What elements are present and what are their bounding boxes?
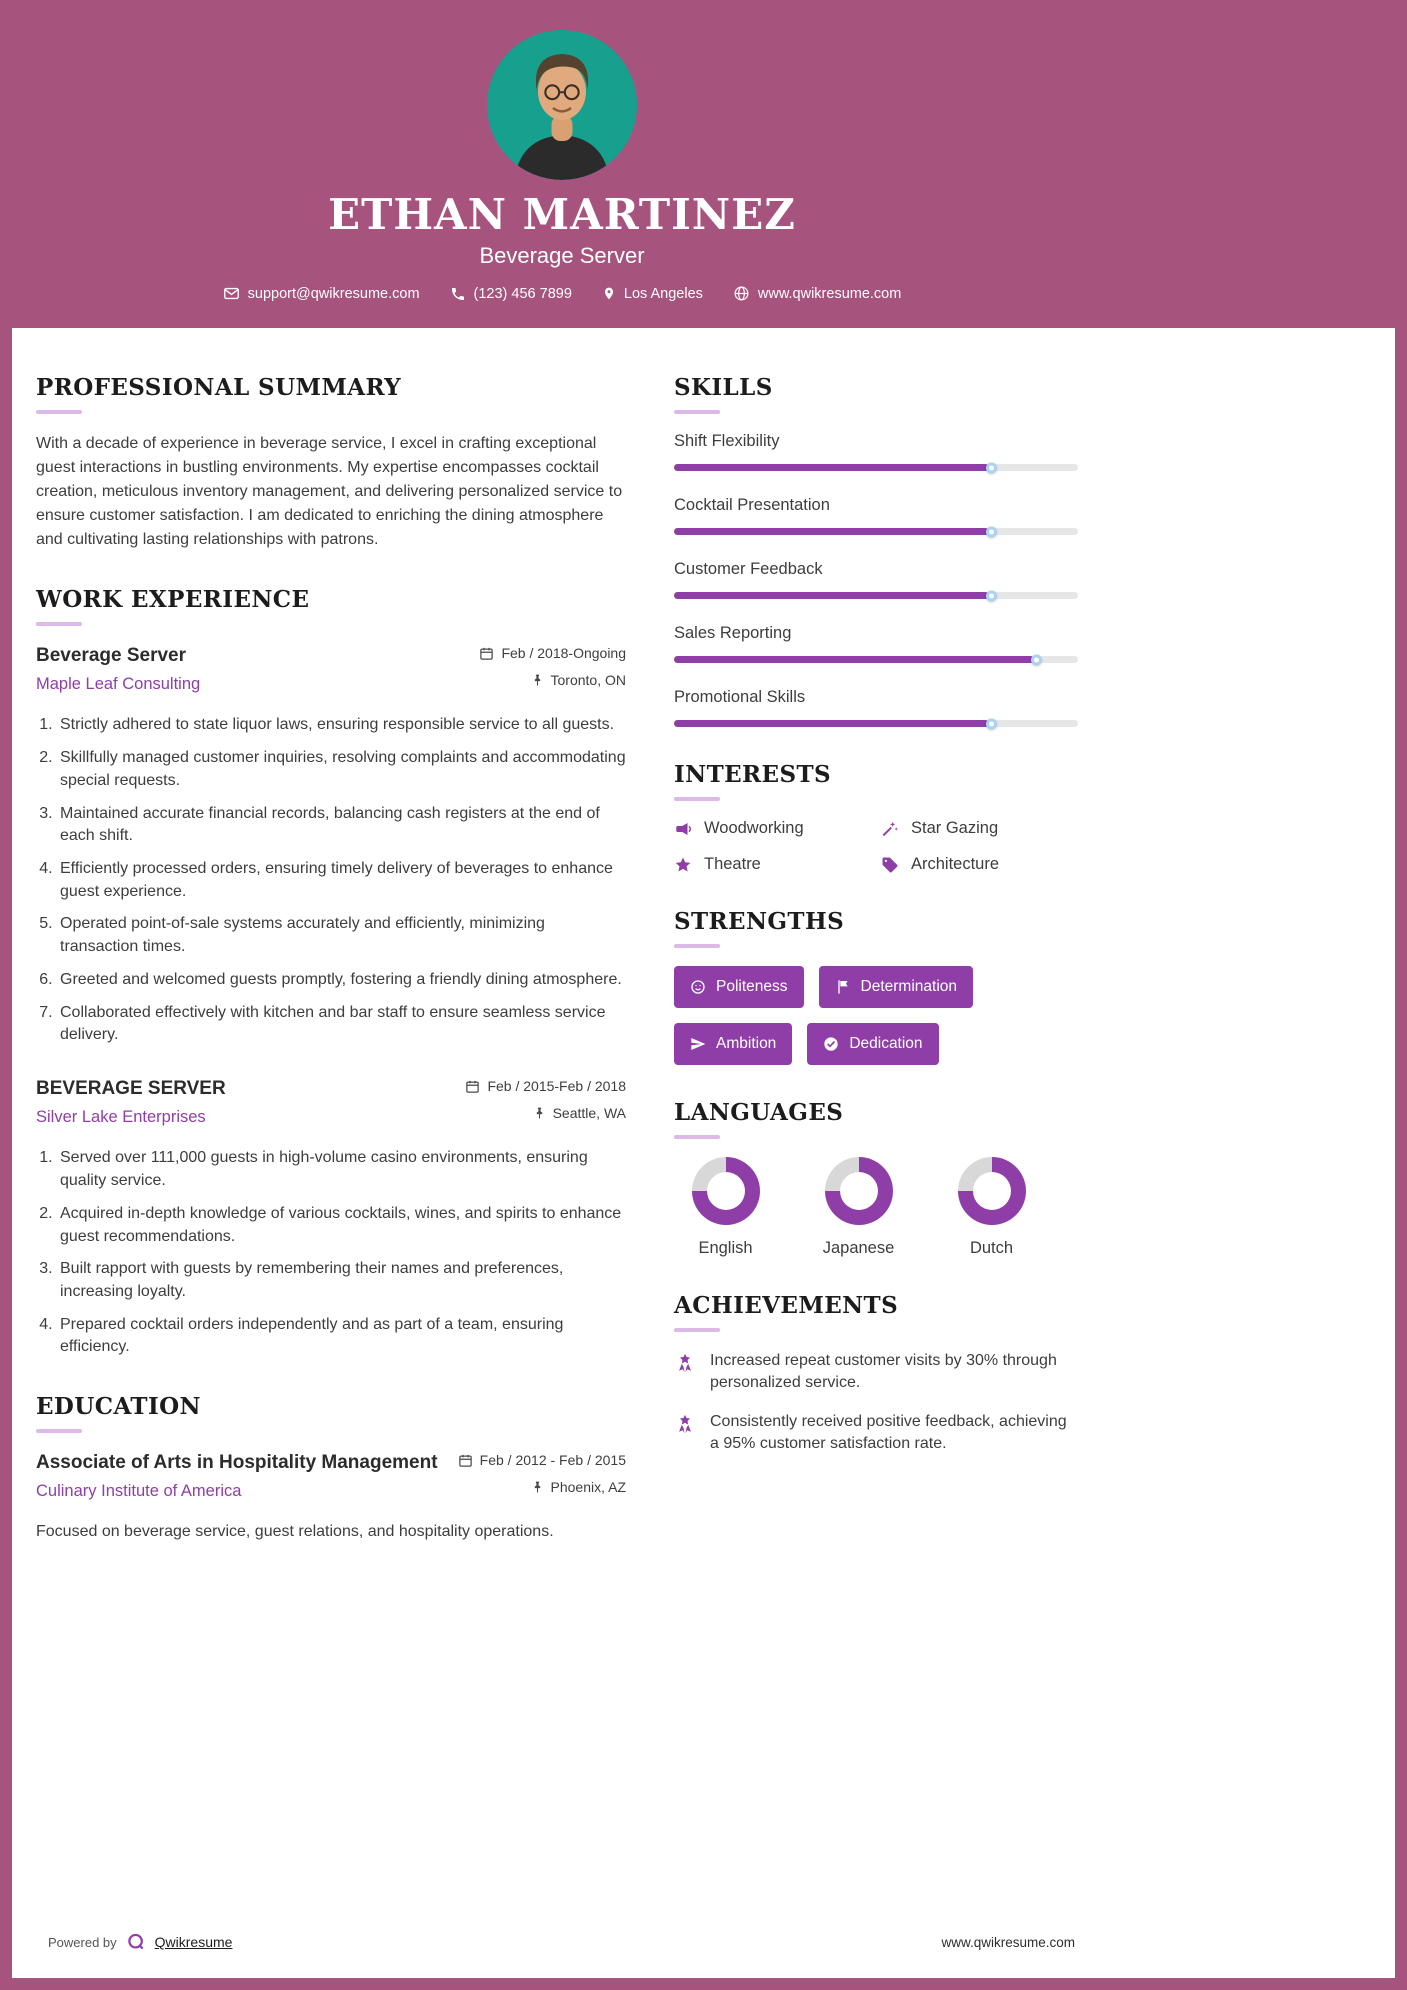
slider-handle	[986, 462, 997, 473]
job-dates	[465, 1077, 626, 1095]
achievements-heading: ACHIEVEMENTS	[674, 1292, 899, 1319]
experience-bullet: 7. Collaborated effectively with kitchen and bar staff to ensure seamless service delivery.	[57, 1002, 626, 1047]
language-label: Dutch	[969, 1239, 1014, 1257]
experience-heading: WORK EXPERIENCE	[36, 586, 310, 613]
heading-accent-bar	[674, 797, 720, 801]
skill-bar-track	[674, 528, 1078, 535]
strength-label: Ambition	[716, 1035, 777, 1052]
heading-accent-bar	[674, 410, 720, 414]
section-languages	[674, 1099, 1078, 1258]
experience-bullet: 5. Operated point-of-sale systems accurately and efficiently, minimizing transaction times.	[57, 913, 626, 958]
tag-icon	[881, 856, 899, 874]
envelope-icon	[223, 285, 240, 302]
pushpin-icon	[533, 1106, 546, 1120]
calendar-icon	[465, 1079, 480, 1094]
star-icon	[674, 856, 692, 874]
check-circle-icon	[823, 1036, 839, 1052]
megaphone-icon	[674, 820, 692, 838]
job-location	[479, 671, 626, 689]
calendar-icon	[479, 646, 494, 661]
heading-accent-bar	[36, 410, 82, 414]
job-company-link[interactable]: Maple Leaf Consulting	[36, 674, 201, 693]
contact-website-text: www.qwikresume.com	[757, 285, 902, 302]
map-pin-icon	[602, 285, 616, 302]
strength-badge	[807, 1023, 938, 1065]
slider-handle	[1031, 654, 1042, 665]
contact-website[interactable]	[733, 285, 901, 302]
job-location	[465, 1104, 626, 1122]
profile-photo	[487, 30, 637, 180]
degree-title: Associate of Arts in Hospitality Management	[36, 1452, 438, 1474]
section-achievements	[674, 1292, 1078, 1456]
job-dates-text: Feb / 2015-Feb / 2018	[487, 1078, 626, 1094]
paper-plane-icon	[690, 1036, 706, 1052]
job-bullet-list	[36, 714, 626, 1047]
strength-label: Determination	[860, 978, 958, 995]
job-location-text: Toronto, ON	[550, 672, 626, 689]
pushpin-icon	[531, 1480, 544, 1494]
interests-heading: INTERESTS	[674, 761, 832, 788]
contact-phone[interactable]	[450, 286, 572, 302]
skill-bar-fill	[674, 592, 989, 599]
education-location-text: Phoenix, AZ	[550, 1479, 626, 1496]
skill-label: Cocktail Presentation	[674, 496, 830, 514]
skill-label: Sales Reporting	[674, 624, 792, 642]
contact-location-text: Los Angeles	[623, 285, 703, 302]
language-item	[807, 1157, 910, 1258]
experience-bullet: 4. Prepared cocktail orders independently and as part of a team, ensuring efficiency.	[57, 1314, 626, 1359]
education-location	[458, 1478, 626, 1496]
job-dates-text: Feb / 2018-Ongoing	[501, 645, 626, 661]
section-professional-summary	[36, 374, 626, 552]
education-dates	[458, 1451, 626, 1469]
language-donut-chart	[825, 1157, 893, 1225]
slider-handle	[986, 718, 997, 729]
education-entry	[36, 1451, 626, 1543]
experience-bullet: 1. Strictly adhered to state liquor laws, ensuring responsible service to all guests.	[57, 714, 626, 737]
main-content	[12, 328, 1395, 1608]
heading-accent-bar	[674, 944, 720, 948]
skill-item	[674, 560, 1078, 599]
skill-bar-fill	[674, 464, 989, 471]
medal-icon	[674, 1352, 696, 1374]
section-education	[36, 1393, 626, 1543]
qwikresume-logo	[126, 1932, 146, 1952]
strength-badge	[819, 966, 974, 1008]
left-column	[36, 374, 626, 1578]
achievement-text: Consistently received positive feedback, achieving a 95% customer satisfaction rate.	[710, 1412, 1067, 1453]
section-strengths	[674, 908, 1078, 1065]
skill-bar-track	[674, 656, 1078, 663]
slider-handle	[986, 590, 997, 601]
school-link[interactable]: Culinary Institute of America	[36, 1481, 242, 1500]
experience-bullet: 2. Skillfully managed customer inquiries, resolving complaints and accommodating special requests.	[57, 747, 626, 792]
heading-accent-bar	[36, 1429, 82, 1433]
achievement-item	[674, 1350, 1078, 1395]
section-interests	[674, 761, 1078, 874]
skill-bar-track	[674, 464, 1078, 471]
skill-bar-fill	[674, 656, 1034, 663]
contact-email-text: support@qwikresume.com	[247, 285, 420, 302]
summary-heading: PROFESSIONAL SUMMARY	[36, 374, 402, 401]
skill-label: Customer Feedback	[674, 560, 823, 578]
contact-phone-text: (123) 456 7899	[473, 285, 572, 302]
language-item	[940, 1157, 1043, 1258]
strengths-heading: STRENGTHS	[674, 908, 845, 935]
flag-icon	[835, 979, 851, 995]
job-company-link[interactable]: Silver Lake Enterprises	[36, 1107, 206, 1126]
avatar	[487, 30, 637, 180]
smiley-icon	[690, 979, 706, 995]
heading-accent-bar	[36, 622, 82, 626]
qwikresume-brand-link[interactable]: Qwikresume	[154, 1934, 233, 1950]
footer-website-link[interactable]: www.qwikresume.com	[941, 1934, 1075, 1950]
footer	[12, 1918, 1395, 1978]
language-donut-chart	[692, 1157, 760, 1225]
language-label: Japanese	[822, 1239, 895, 1257]
skill-label: Promotional Skills	[674, 688, 806, 706]
contact-row	[12, 285, 1112, 302]
summary-text: With a decade of experience in beverage service, I excel in crafting exceptional guest interactions in bustling environments. My expertise encompasses cocktail creation, meticulous inventory management, and delivering personalized service to ensure customer satisfaction. I am dedicated to enriching the dining atmosphere and cultivating lasting relationships with patrons.	[36, 435, 623, 548]
skill-bar-fill	[674, 720, 989, 727]
interest-item	[881, 819, 1078, 838]
right-column	[674, 374, 1078, 1578]
section-work-experience	[36, 586, 626, 1359]
interest-label: Woodworking	[704, 819, 804, 837]
person-name: ETHAN MARTINEZ	[328, 190, 796, 239]
skill-bar-fill	[674, 528, 989, 535]
experience-bullet: 6. Greeted and welcomed guests promptly, fostering a friendly dining atmosphere.	[57, 969, 626, 992]
skill-item	[674, 624, 1078, 663]
strength-badge	[674, 1023, 792, 1065]
language-donut-chart	[958, 1157, 1026, 1225]
language-item	[674, 1157, 777, 1258]
job-entry	[36, 644, 626, 1047]
skill-item	[674, 688, 1078, 727]
calendar-icon	[458, 1453, 473, 1468]
heading-accent-bar	[674, 1135, 720, 1139]
experience-bullet: 3. Built rapport with guests by remembering their names and preferences, increasing loyalty.	[57, 1258, 626, 1303]
job-bullet-list	[36, 1147, 626, 1359]
experience-bullet: 1. Served over 111,000 guests in high-volume casino environments, ensuring quality service.	[57, 1147, 626, 1192]
slider-handle	[986, 526, 997, 537]
header	[12, 0, 1395, 328]
globe-icon	[733, 285, 750, 302]
interest-item	[674, 819, 871, 838]
contact-location	[602, 285, 703, 302]
job-title: Beverage Server	[36, 645, 186, 666]
medal-icon	[674, 1413, 696, 1435]
skill-item	[674, 432, 1078, 471]
job-location-text: Seattle, WA	[552, 1105, 626, 1122]
interest-label: Theatre	[704, 855, 761, 873]
heading-accent-bar	[674, 1328, 720, 1332]
powered-by-text: Powered by	[48, 1934, 117, 1950]
skill-bar-track	[674, 720, 1078, 727]
phone-icon	[450, 286, 466, 302]
job-dates	[479, 644, 626, 662]
languages-heading: LANGUAGES	[674, 1099, 844, 1126]
experience-bullet: 3. Maintained accurate financial records, balancing cash registers at the end of each shift.	[57, 803, 626, 848]
pushpin-icon	[531, 673, 544, 687]
language-label: English	[698, 1239, 753, 1257]
achievement-text: Increased repeat customer visits by 30% through personalized service.	[710, 1352, 1057, 1392]
skills-heading: SKILLS	[674, 374, 773, 401]
education-description: Focused on beverage service, guest relations, and hospitality operations.	[36, 1522, 554, 1540]
education-heading: EDUCATION	[36, 1393, 201, 1421]
strength-label: Dedication	[849, 1035, 923, 1052]
strength-badge	[674, 966, 804, 1008]
interest-item	[674, 855, 871, 874]
skill-label: Shift Flexibility	[674, 432, 780, 450]
interest-label: Star Gazing	[911, 819, 999, 837]
job-entry	[36, 1077, 626, 1359]
achievement-item	[674, 1411, 1078, 1456]
person-job-title: Beverage Server	[479, 243, 645, 268]
education-dates-text: Feb / 2012 - Feb / 2015	[479, 1452, 626, 1469]
section-skills	[674, 374, 1078, 727]
interest-item	[881, 855, 1078, 874]
wand-icon	[881, 820, 899, 838]
strength-label: Politeness	[716, 978, 788, 995]
interest-label: Architecture	[911, 855, 1000, 873]
contact-email[interactable]	[223, 285, 420, 302]
skill-bar-track	[674, 592, 1078, 599]
experience-bullet: 4. Efficiently processed orders, ensuring timely delivery of beverages to enhance guest experience.	[57, 858, 626, 903]
experience-bullet: 2. Acquired in-depth knowledge of various cocktails, wines, and spirits to enhance guest recommendations.	[57, 1203, 626, 1248]
job-title: BEVERAGE SERVER	[36, 1078, 226, 1099]
skill-item	[674, 496, 1078, 535]
